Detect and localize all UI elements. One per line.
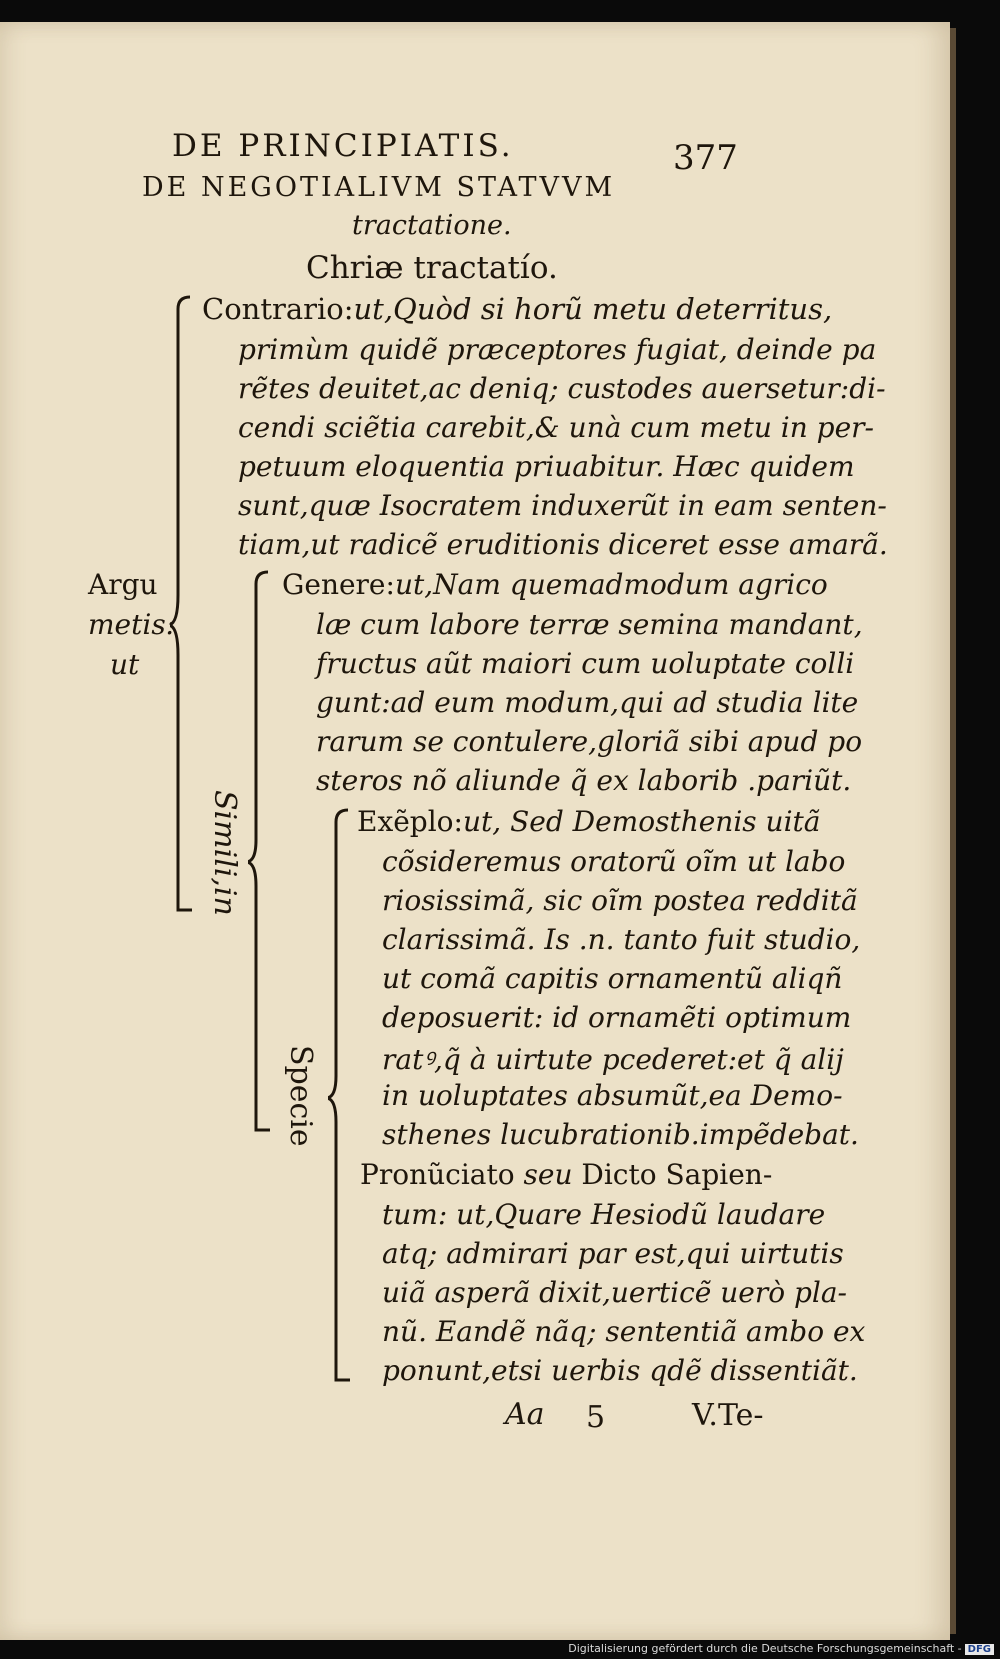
genere-line: steros nõ aliunde q̃ ex laborib .pariũt. — [316, 764, 852, 797]
exemplo-line: ratꝰ,q̃ à uirtute pcederet:et q̃ alij — [382, 1043, 844, 1076]
margin-label-ut: ut — [110, 648, 140, 681]
brace-argumentis — [170, 295, 200, 920]
genere-lead: Genere: — [282, 568, 395, 601]
pronunciato-line: ponunt,etsi uerbis qdẽ dissentiãt. — [382, 1354, 858, 1387]
contrario-line: primùm quidẽ præceptores fugiat, deinde pa — [238, 333, 877, 366]
contrario-line: petuum eloquentia priuabitur. Hæc quidem — [238, 450, 855, 483]
subtitle-line-2: tractatione. — [352, 210, 512, 241]
exemplo-lead: Exẽplo: — [357, 805, 463, 838]
contrario-lead: Contrario: — [202, 292, 354, 326]
exemplo-line: riosissimã, sic oĩm postea redditã — [382, 884, 858, 917]
genere-line: fructus aũt maiori cum uoluptate colli — [316, 647, 855, 680]
genere-line: læ cum labore terræ semina mandant, — [316, 608, 863, 641]
margin-label-argu: Argu — [88, 568, 158, 601]
exemplo-line: sthenes lucubrationib.impẽdebat. — [382, 1118, 859, 1151]
contrario-line: sunt,quæ Isocratem induxerũt in eam senten- — [238, 489, 887, 522]
pronunciato-line: nũ. Eandẽ nãq; sententiã ambo ex — [382, 1315, 866, 1348]
contrario-line: cendi sciẽtia carebit,& unà cum metu in per- — [238, 411, 874, 444]
exemplo-line: deposuerit: id ornamẽti optimum — [382, 1001, 852, 1034]
pronunciato-line: uiã asperã dixit,uerticẽ uerò pla- — [382, 1276, 848, 1309]
exemplo-line: in uoluptates absumũt,ea Demo- — [382, 1079, 843, 1112]
pronunciato-line-1 — [360, 1158, 772, 1191]
contrario-line-1 — [202, 292, 832, 326]
pronunciato-seu: seu — [523, 1158, 573, 1191]
contrario-line: rẽtes deuitet,ac deniq; custodes auersetur:di- — [238, 372, 886, 405]
margin-label-simili: Simili,in — [207, 790, 242, 916]
margin-label-metis: metis: — [88, 608, 176, 641]
contrario-line: tiam,ut radicẽ eruditionis diceret esse amarã. — [238, 528, 888, 561]
genere-line-1 — [282, 568, 828, 601]
pronunciato-line: atq; admirari par est,qui uirtutis — [382, 1237, 844, 1270]
exemplo-line: clarissimã. Is .n. tanto fuit studio, — [382, 923, 861, 956]
genere-line: gunt:ad eum modum,qui ad studia lite — [316, 686, 859, 719]
margin-label-specie: Specie — [283, 1045, 318, 1147]
brace-simili — [248, 570, 278, 1140]
subtitle-line-1: DE NEGOTIALIVM STATVVM — [142, 172, 616, 203]
section-title: Chriæ tractatío. — [306, 250, 558, 286]
contrario-text: ut,Quòd si horũ metu deterritus, — [353, 292, 833, 326]
brace-specie — [328, 808, 358, 1390]
exemplo-line: cõsideremus oratorũ oĩm ut labo — [382, 845, 846, 878]
digitization-credit — [568, 1642, 994, 1655]
signature-number: 5 — [586, 1400, 606, 1435]
catchword: V.Te- — [692, 1398, 764, 1433]
signature-mark: Aa — [505, 1397, 545, 1432]
pronunciato-lead-2: Dicto Sapien- — [581, 1158, 773, 1191]
exemplo-line: ut comã capitis ornamentũ aliqñ — [382, 962, 843, 995]
genere-text: ut,Nam quemadmodum agrico — [394, 568, 828, 601]
credit-text: Digitalisierung gefördert durch die Deutsche Forschungsgemeinschaft - — [568, 1642, 962, 1655]
exemplo-line-1 — [357, 805, 821, 838]
dfg-logo: DFG — [965, 1644, 994, 1655]
exemplo-text: ut, Sed Demosthenis uitã — [462, 805, 821, 838]
page-edge — [950, 28, 956, 1634]
page-number: 377 — [673, 138, 738, 178]
pronunciato-line: tum: ut,Quare Hesiodũ laudare — [382, 1198, 826, 1231]
running-title: DE PRINCIPIATIS. — [172, 128, 514, 164]
pronunciato-lead: Pronũciato — [360, 1158, 515, 1191]
genere-line: rarum se contulere,gloriã sibi apud po — [316, 725, 863, 758]
